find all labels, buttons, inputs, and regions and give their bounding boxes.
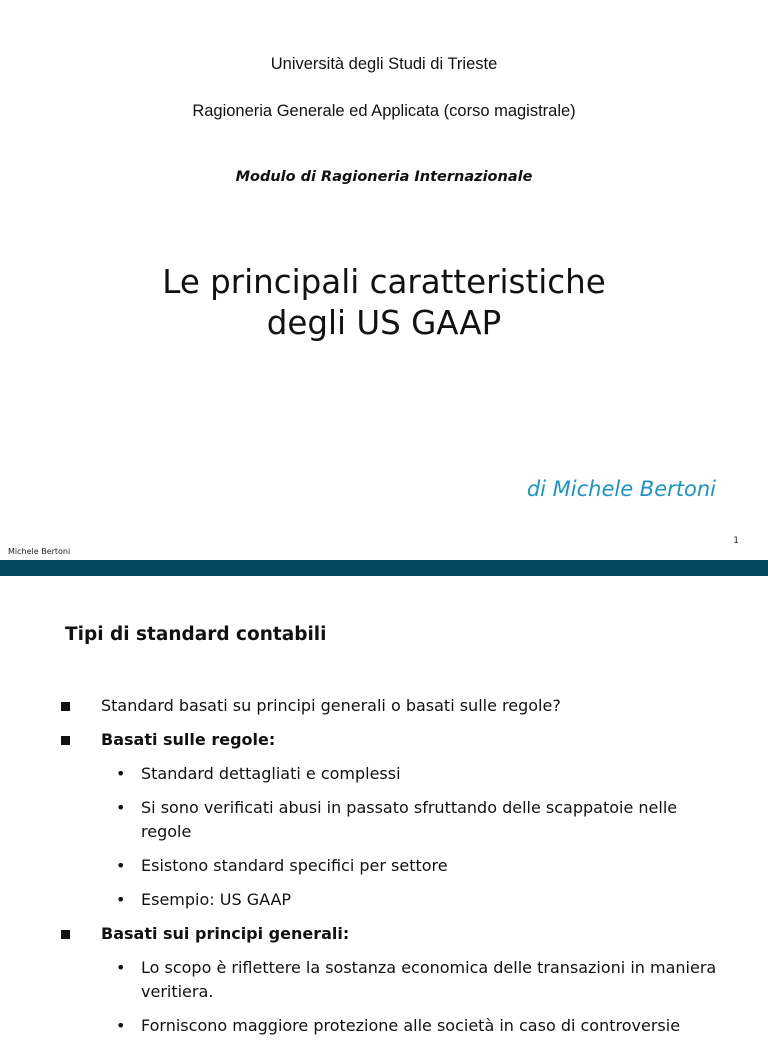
footer-author: Michele Bertoni [8,547,71,556]
square-bullet-icon [61,930,70,939]
list-subitem [0,796,768,844]
list-item-text: Lo scopo è riflettere la sostanza economica delle transazioni in maniera veritiera. [141,958,717,1001]
list-subitem [0,1014,768,1038]
list-subitem [0,854,768,878]
slide-title-line-1: Le principali caratteristiche [162,263,606,301]
slide-title-line-2: degli US GAAP [266,304,502,342]
dot-bullet-icon: • [116,1016,126,1035]
list-item [0,694,768,718]
list-item-text: Esempio: US GAAP [141,890,292,909]
dot-bullet-icon: • [116,798,126,817]
slide-2 [0,576,768,1035]
bullet-list [0,694,768,1048]
list-item [0,728,768,752]
slide-divider-band [0,560,768,576]
list-subitem [0,762,768,786]
dot-bullet-icon: • [116,856,126,875]
slide-2-title: Tipi di standard contabili [65,624,327,645]
page-number: 1 [733,536,739,546]
slide-title [0,262,768,344]
list-item [0,922,768,946]
university-name: Università degli Studi di Trieste [270,55,498,73]
square-bullet-icon [61,736,70,745]
list-item-text: Basati sulle regole: [101,730,276,749]
square-bullet-icon [61,702,70,711]
list-item-text: Esistono standard specifici per settore [141,856,448,875]
dot-bullet-icon: • [116,890,126,909]
list-item-text: Basati sui principi generali: [101,924,350,943]
list-item-text: Si sono verificati abusi in passato sfruttando delle scappatoie nelle regole [141,798,678,841]
list-item-text: Standard dettagliati e complessi [141,764,401,783]
module-name: Modulo di Ragioneria Internazionale [235,169,533,185]
dot-bullet-icon: • [116,764,126,783]
course-name: Ragioneria Generale ed Applicata (corso magistrale) [192,102,576,120]
list-subitem [0,888,768,912]
list-item-text: Standard basati su principi generali o basati sulle regole? [101,696,561,715]
dot-bullet-icon: • [116,958,126,977]
author-name: di Michele Bertoni [526,477,716,501]
list-item-text: Forniscono maggiore protezione alle società in caso di controversie [141,1016,681,1035]
list-subitem [0,956,768,1004]
